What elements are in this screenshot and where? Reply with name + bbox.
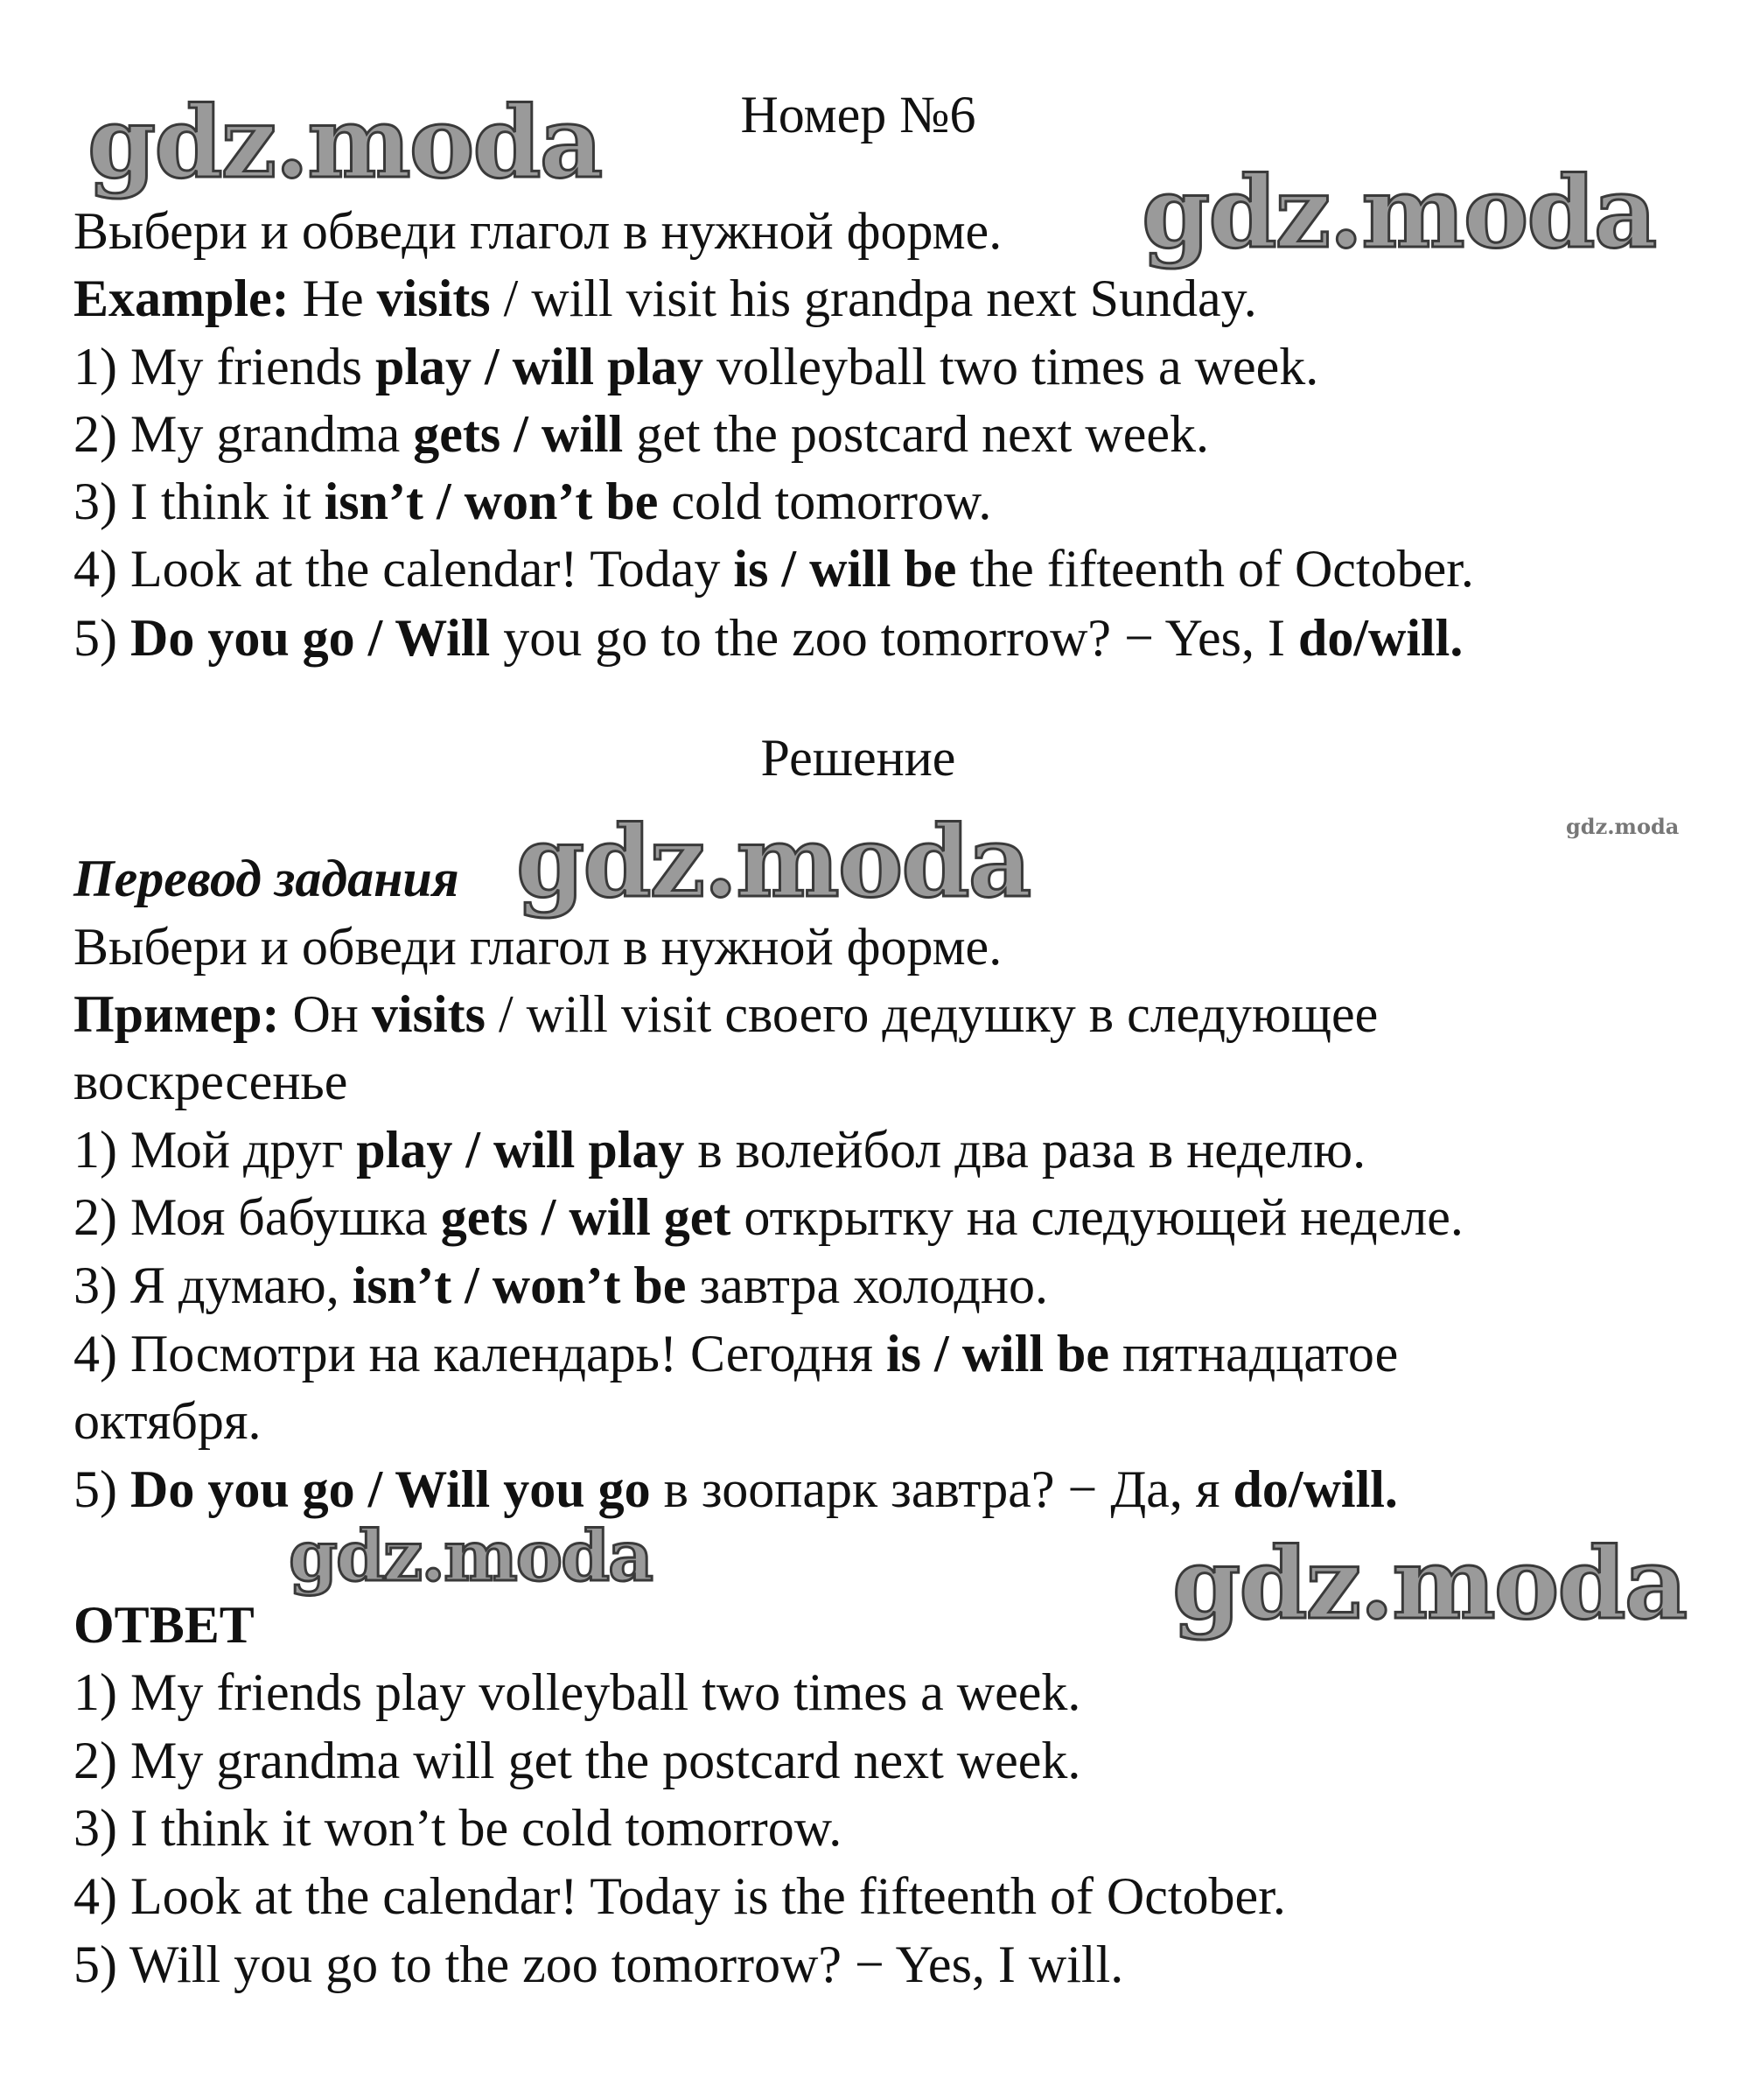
item-text: 2) My grandma: [73, 405, 414, 463]
item-text: 2) Моя бабушка: [73, 1188, 441, 1246]
item-text: пятнадцатое: [1109, 1325, 1399, 1382]
item-options: do/will.: [1233, 1460, 1398, 1518]
solution-example: [73, 980, 1378, 1048]
example-text: / will visit своего дедушку в следующее: [485, 985, 1379, 1043]
answer-line: 2) My grandma will get the postcard next week.: [73, 1732, 1081, 1789]
example-text: He: [289, 270, 377, 327]
translation-label: [73, 844, 459, 913]
item-text: get the postcard next week.: [623, 405, 1209, 463]
page-title: Номер №6: [740, 86, 976, 144]
item-text: 1) My friends: [73, 338, 375, 396]
answer-line: 5) Will you go to the zoo tomorrow? − Yes, I will.: [73, 1936, 1124, 1993]
task-instruction: Выбери и обведи глагол в нужной форме.: [73, 202, 1003, 260]
item-text: 5): [73, 609, 130, 667]
item-text: cold tomorrow.: [658, 472, 992, 530]
task-item: [73, 604, 1463, 672]
task-item: [73, 400, 1209, 468]
watermark-logo: gdz.moda: [87, 86, 602, 200]
solution-item: [73, 1116, 1366, 1184]
item-text: открытку на следующей неделе.: [730, 1188, 1464, 1246]
solution-heading: Решение: [760, 729, 956, 787]
item-text: завтра холодно.: [686, 1256, 1048, 1314]
example-text: / will visit his grandpa next Sunday.: [490, 270, 1257, 327]
watermark-logo-small: gdz.moda: [1566, 814, 1680, 839]
task-item: [73, 332, 1318, 401]
task-item: [73, 535, 1474, 603]
item-options: Do you go / Will: [129, 609, 491, 667]
item-text: you go to the zoo tomorrow? − Yes, I: [490, 609, 1298, 667]
example-text: Он: [279, 985, 372, 1043]
item-text: volleyball two times a week.: [703, 338, 1319, 396]
answer-heading: [73, 1591, 255, 1659]
answer-line: 4) Look at the calendar! Today is the fifteenth of October.: [73, 1867, 1286, 1925]
item-text: 1) Мой друг: [73, 1121, 357, 1179]
example-label: Пример:: [73, 985, 280, 1043]
item-options: gets / will: [413, 405, 624, 463]
watermark-logo: gdz.moda: [1172, 1527, 1687, 1642]
item-text: the fifteenth of October.: [956, 540, 1474, 598]
item-text: в волейбол два раза в неделю.: [684, 1121, 1366, 1179]
item-options: isn’t / won’t be: [324, 472, 659, 530]
watermark-logo: gdz.moda: [289, 1515, 652, 1597]
example-bold: visits: [371, 985, 486, 1043]
item-options: play / will play: [374, 338, 704, 396]
solution-example-cont: воскресенье: [73, 1053, 348, 1110]
solution-item: [73, 1183, 1464, 1251]
item-options: do/will.: [1297, 609, 1464, 667]
watermark-logo: gdz.moda: [516, 805, 1031, 920]
task-example: [73, 264, 1257, 332]
answer-line: 3) I think it won’t be cold tomorrow.: [73, 1799, 842, 1857]
item-options: gets / will get: [440, 1188, 731, 1246]
example-label: Example:: [73, 270, 290, 327]
watermark-logo: gdz.moda: [1142, 156, 1656, 270]
item-options: is / will be: [886, 1325, 1110, 1382]
item-options: Do you go / Will you go: [129, 1460, 651, 1518]
translation-heading: Перевод задания: [73, 850, 459, 907]
answer-line: 1) My friends play volleyball two times a week.: [73, 1663, 1081, 1721]
task-item: [73, 467, 991, 536]
item-text: в зоопарк завтра? − Да, я: [650, 1460, 1233, 1518]
item-text: 3) Я думаю,: [73, 1256, 353, 1314]
solution-instruction: Выбери и обведи глагол в нужной форме.: [73, 918, 1003, 976]
answer-title: ОТВЕТ: [73, 1596, 255, 1654]
solution-item: [73, 1320, 1398, 1388]
item-options: isn’t / won’t be: [352, 1256, 687, 1314]
item-options: play / will play: [356, 1121, 685, 1179]
item-text: 4) Look at the calendar! Today: [73, 540, 734, 598]
item-text: 5): [73, 1460, 130, 1518]
item-text: 4) Посмотри на календарь! Сегодня: [73, 1325, 887, 1382]
solution-item-cont: октября.: [73, 1392, 262, 1450]
item-options: is / will be: [733, 540, 957, 598]
solution-item: [73, 1455, 1398, 1523]
example-bold: visits: [376, 270, 491, 327]
solution-item: [73, 1251, 1048, 1320]
item-text: 3) I think it: [73, 472, 325, 530]
